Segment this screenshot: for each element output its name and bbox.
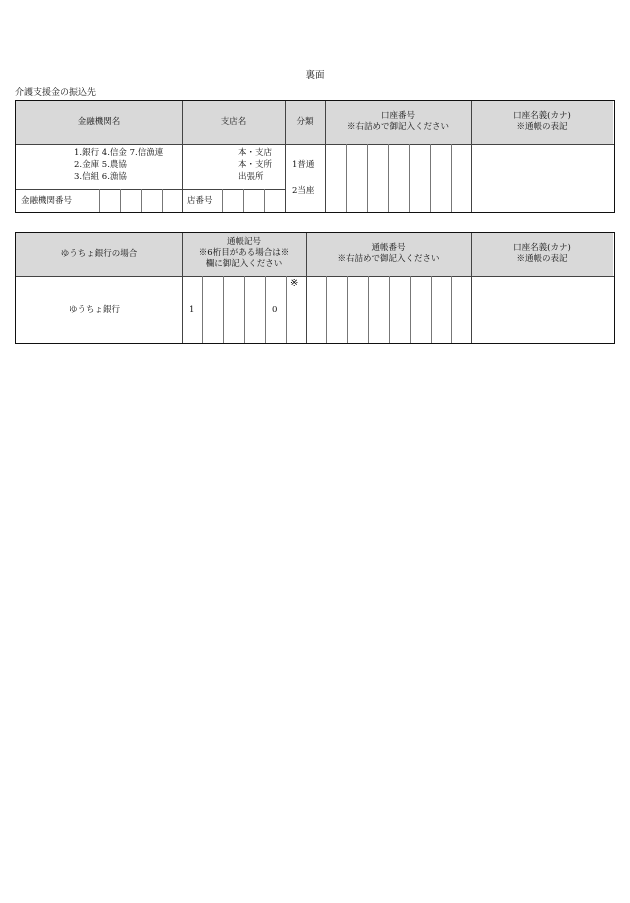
header-category: 分類 <box>296 117 314 127</box>
symbol-digit-box[interactable] <box>223 276 224 343</box>
code-row-divider <box>16 189 285 190</box>
header-yucho-case: ゆうちょ銀行の場合 <box>60 249 138 259</box>
col-divider <box>306 233 307 343</box>
branch-code-box[interactable] <box>264 189 265 212</box>
account-digit-box[interactable] <box>430 144 431 212</box>
symbol-digit-box[interactable] <box>244 276 245 343</box>
header-bank-name: 金融機関名 <box>77 117 121 127</box>
category-ordinary: 1普通 <box>292 160 315 170</box>
passbook-digit-box[interactable] <box>368 276 369 343</box>
header-holder-name-note: ※通帳の表記 <box>516 122 568 132</box>
sixth-digit-mark: ※ <box>290 278 299 289</box>
category-current: 2当座 <box>292 186 315 196</box>
passbook-digit-box[interactable] <box>326 276 327 343</box>
bank-code-box[interactable] <box>162 189 163 212</box>
header-divider <box>16 276 614 277</box>
symbol-digit-box[interactable] <box>265 276 266 343</box>
branch-type-line: 本・支店 <box>238 148 273 158</box>
yucho-account-table <box>15 232 615 344</box>
header-passbook-number-note: ※右詰めで御記入ください <box>337 254 440 264</box>
branch-code-box[interactable] <box>243 189 244 212</box>
account-digit-box[interactable] <box>367 144 368 212</box>
header-holder-name: 口座名義(カナ) <box>513 111 571 121</box>
account-digit-box[interactable] <box>388 144 389 212</box>
col-divider <box>182 233 183 343</box>
header-branch-name: 支店名 <box>220 117 247 127</box>
symbol-digit-box[interactable] <box>202 276 203 343</box>
col-divider <box>471 233 472 343</box>
header-holder-name: 口座名義(カナ) <box>513 243 571 253</box>
branch-code-box[interactable] <box>222 189 223 212</box>
account-digit-box[interactable] <box>346 144 347 212</box>
bank-type-line: 3.信組 6.漁協 <box>74 172 127 182</box>
passbook-digit-box[interactable] <box>431 276 432 343</box>
symbol-digit-box[interactable] <box>286 276 287 343</box>
bank-type-line: 1.銀行 4.信金 7.信漁連 <box>74 148 164 158</box>
account-digit-box[interactable] <box>409 144 410 212</box>
header-passbook-number: 通帳番号 <box>371 243 406 253</box>
passbook-digit-box[interactable] <box>410 276 411 343</box>
header-passbook-symbol-note: ※6桁目がある場合は※ <box>198 248 290 258</box>
page-title: 裏面 <box>305 70 325 81</box>
passbook-digit-box[interactable] <box>389 276 390 343</box>
bank-account-table <box>15 100 615 213</box>
account-digit-box[interactable] <box>451 144 452 212</box>
col-divider <box>285 101 286 212</box>
header-divider <box>16 144 614 145</box>
col-divider <box>325 101 326 212</box>
bank-type-line: 2.金庫 5.農協 <box>74 160 127 170</box>
branch-type-line: 本・支所 <box>238 160 273 170</box>
yucho-bank-name: ゆうちょ銀行 <box>69 305 121 315</box>
col-divider <box>182 101 183 212</box>
header-account-number: 口座番号 <box>380 111 415 121</box>
symbol-first-digit: 1 <box>189 305 195 315</box>
symbol-last-digit: 0 <box>272 305 278 315</box>
section-label: 介護支援金の振込先 <box>15 88 97 98</box>
passbook-digit-box[interactable] <box>451 276 452 343</box>
header-account-number-note: ※右詰めで御記入ください <box>346 122 449 132</box>
col-divider <box>471 101 472 212</box>
header-passbook-symbol-note: 欄に御記入ください <box>205 259 283 269</box>
header-passbook-symbol: 通帳記号 <box>226 237 261 247</box>
passbook-digit-box[interactable] <box>347 276 348 343</box>
branch-code-label: 店番号 <box>187 196 213 206</box>
bank-code-box[interactable] <box>99 189 100 212</box>
bank-code-label: 金融機関番号 <box>21 196 73 206</box>
bank-code-box[interactable] <box>141 189 142 212</box>
bank-code-box[interactable] <box>120 189 121 212</box>
branch-type-line: 出張所 <box>238 172 264 182</box>
header-holder-name-note: ※通帳の表記 <box>516 254 568 264</box>
